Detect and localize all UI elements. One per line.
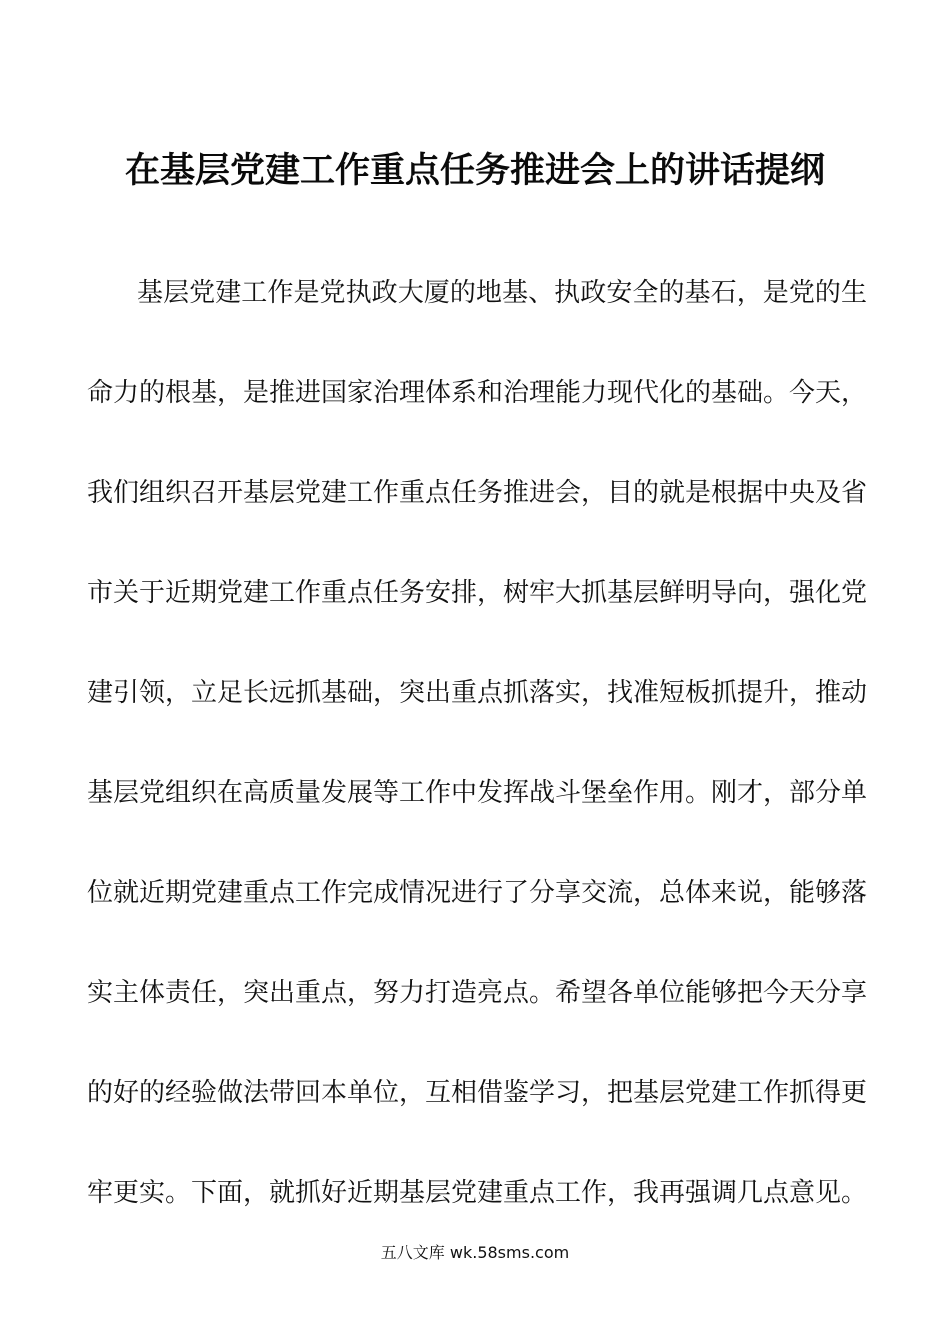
paragraph-line: 实主体责任，突出重点，努力打造亮点。希望各单位能够把今天分享 — [87, 978, 868, 1008]
paragraph-line: 建引领，立足长远抓基础，突出重点抓落实，找准短板抓提升，推动 — [87, 678, 868, 708]
document-paragraph — [87, 268, 867, 1218]
paragraph-line: 市关于近期党建工作重点任务安排，树牢大抓基层鲜明导向，强化党 — [87, 578, 868, 608]
paragraph-line: 的好的经验做法带回本单位，互相借鉴学习，把基层党建工作抓得更 — [87, 1078, 868, 1108]
paragraph-line: 命力的根基，是推进国家治理体系和治理能力现代化的基础。今天， — [87, 378, 868, 408]
paragraph-line: 位就近期党建重点工作完成情况进行了分享交流，总体来说，能够落 — [87, 878, 868, 908]
footer-watermark: 五八文库 wk.58sms.com — [380, 1243, 570, 1262]
paragraph-line: 牢更实。下面，就抓好近期基层党建重点工作，我再强调几点意见。 — [87, 1178, 868, 1208]
paragraph-line: 我们组织召开基层党建工作重点任务推进会，目的就是根据中央及省 — [87, 478, 868, 508]
paragraph-line: 基层党建工作是党执政大厦的地基、执政安全的基石，是党的生 — [137, 278, 867, 308]
document-title: 在基层党建工作重点任务推进会上的讲话提纲 — [124, 151, 825, 191]
paragraph-line: 基层党组织在高质量发展等工作中发挥战斗堡垒作用。刚才，部分单 — [87, 778, 868, 808]
